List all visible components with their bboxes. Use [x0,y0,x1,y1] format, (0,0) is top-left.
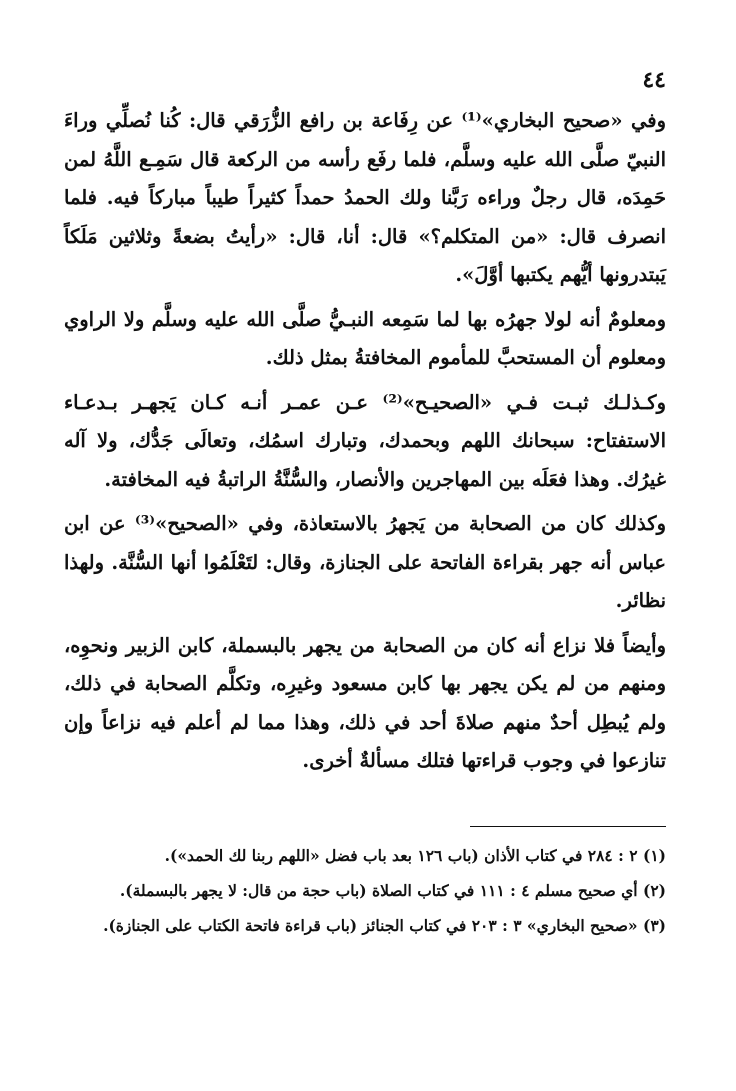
paragraph-2: ومعلومٌ أنه لولا جهرُه بها لما سَمِعه النبـيُّ صلَّى الله عليه وسلَّم ولا الراوي ومعلوم أن المستحبَّ للمأموم المخافتةُ بمثل ذلك. [64,307,666,369]
main-text [64,102,666,781]
paragraph-4: وكذلك كان من الصحابة من يَجهرُ بالاستعاذة، وفي «الصحيح»⁽³⁾ عن ابن عباس أنه جهر بقراءة الفاتحة على الجنازة، وقال: لتَعْلَمُوا أنها السُّنَّة. ولهذا نظائر. [64,512,666,612]
paragraph-5: وأيضاً فلا نزاع أنه كان من الصحابة من يجهر بالبسملة، كابن الزبير ونحوِه، ومنهم من لم يكن يجهر بها كابن مسعود وغيرِه، وتكلَّم الصحابة في ذلك، ولم يُبطِل أحدٌ منهم صلاةَ أحد في ذلك، وهذا مما لم أعلم فيه نزاعاً وإن تنازعوا في وجوب قراءتها فتلك مسألةٌ أخرى. [64,633,666,772]
paragraph-1: وفي «صحيح البخاري»⁽¹⁾ عن رِفَاعة بن رافع الزُّرَقي قال: كُنا نُصلِّي وراءَ النبيّ صلَّى الله عليه وسلَّم، فلما رفَع رأسه من الركعة قال سَمِـع اللَّهُ لمن حَمِدَه، قال رجلٌ وراءه رَبَّنا ولك الحمدُ حمداً كثيراً طيباً مباركاً فيه. فلما انصرف قال: «من المتكلم؟» قال: أنا، قال: «رأيتُ بضعةً وثلاثين مَلَكاً يَبتدرونها أيُّهم يكتبها أوَّلَ». [64,109,666,286]
footnote-divider [470,826,666,827]
footnotes [64,838,666,943]
footnote-3: (٣) «صحيح البخاري» ٣ : ٢٠٣ في كتاب الجنائز (باب قراءة فاتحة الكتاب على الجنازة). [103,916,666,935]
footnote-1: (١) ٢ : ٢٨٤ في كتاب الأذان (باب ١٢٦ بعد باب فضل «اللهم ربنا لك الحمد»). [164,846,666,865]
page-number: ٤٤ [642,67,666,93]
paragraph-3: وكـذلـك ثبـت فـي «الصحيـح»⁽²⁾ عـن عمـر أنـه كـان يَجهـر بـدعـاء الاستفتاح: سبحانك اللهم وبحمدك، وتبارك اسمُك، وتعالَى جَدُّك، ولا آله غيرُك. وهذا فعَلَه بين المهاجرين والأنصار، والسُّنَّةُ الراتبةُ فيه المخافتة. [64,390,666,491]
footnote-2: (٢) أي صحيح مسلم ٤ : ١١١ في كتاب الصلاة (باب حجة من قال: لا يجهر بالبسملة). [119,881,666,900]
